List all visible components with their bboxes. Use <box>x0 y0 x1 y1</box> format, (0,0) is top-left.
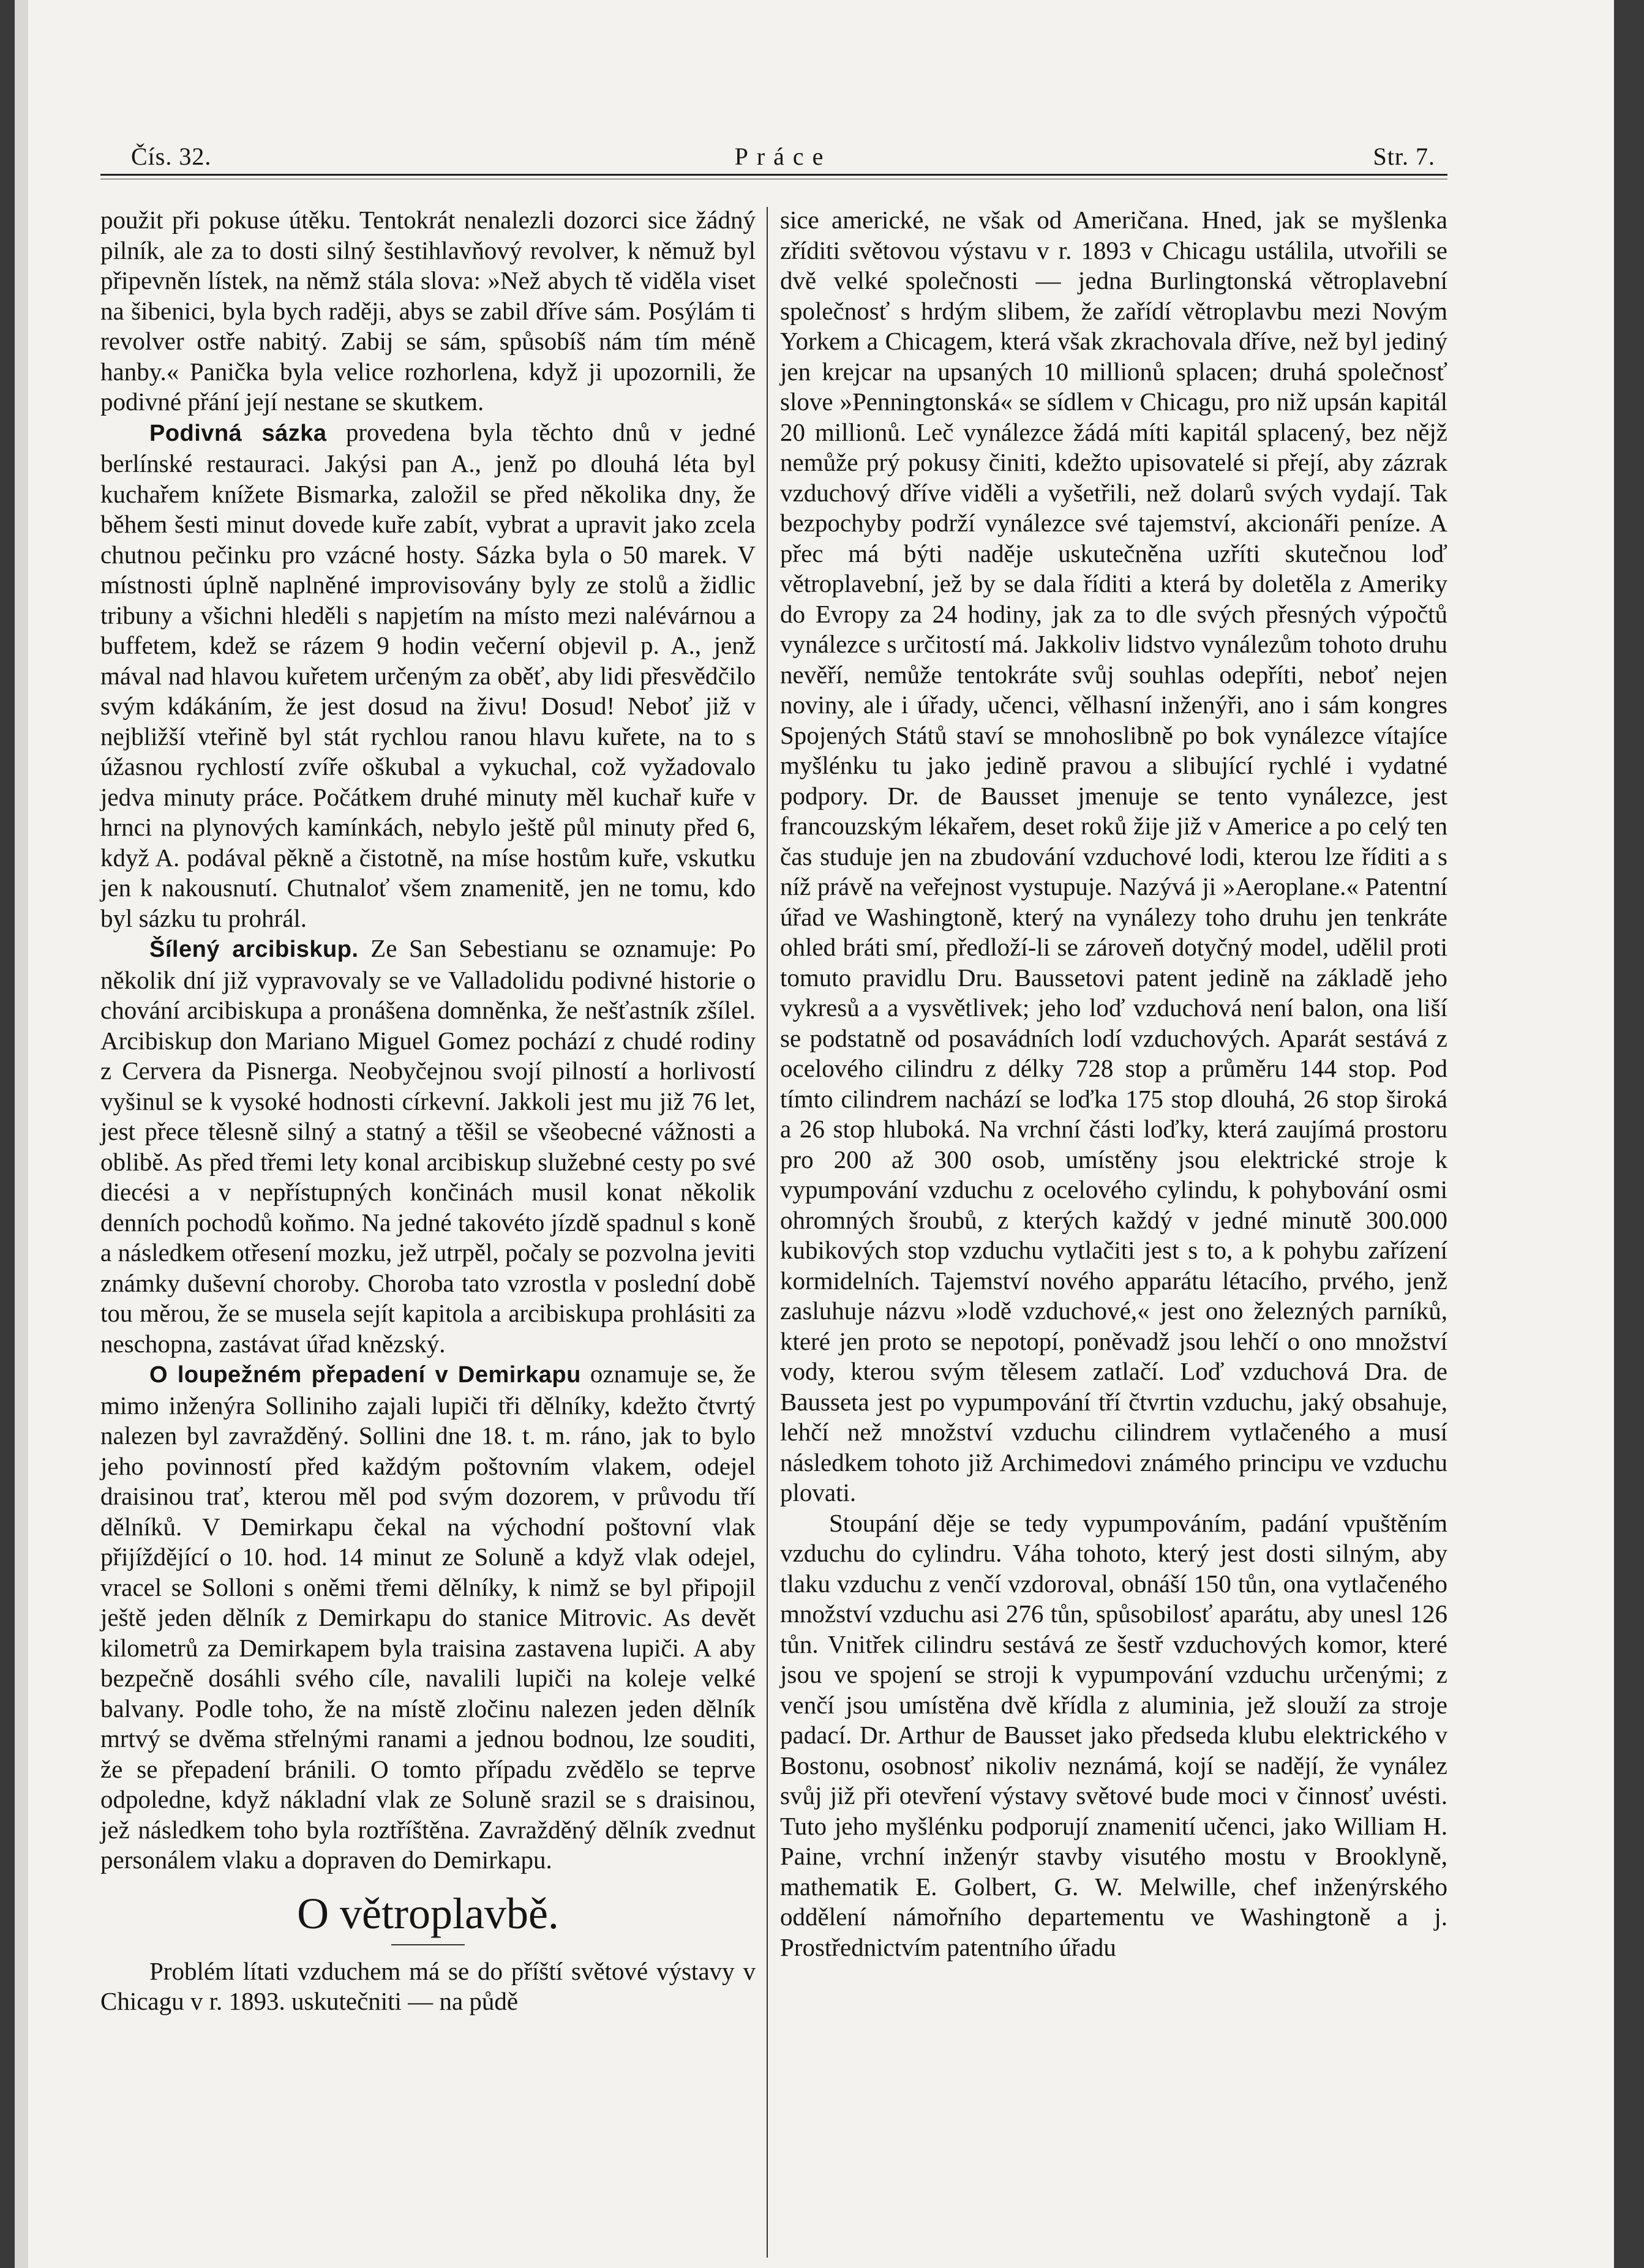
issue-number: Čís. 32. <box>131 143 212 170</box>
section-paragraph: Stoupání děje se tedy vypumpováním, padání vpuštěním vzduchu do cylindru. Váha tohoto, který jest dosti silným, aby tlaku vzduchu z venčí vzdoroval, obnáší 150 tůn, ona vytlačeného množství vzduchu asi 276 tůn, spůsobilosť aparátu, aby unesl 126 tůn. Vnitřek cilindru sestává ze šestř vzduchových komor, které jsou ve spojení se stroji k vypumpování vzduchu určenými; z venčí jsou umístěna dvě křídla z aluminia, jež slouží za stroje padací. Dr. Arthur de Bausset jako předseda klubu elektrického v Bostonu, osobnosť nikoliv neznámá, kojí se nadějí, že vynález svůj již při otevření výstavy světové bude moci v činnosť uvésti. Tuto jeho myšlénku podporují znamenití učenci, jako William H. Paine, vrchní inženýr stavby visutého mostu v Brooklyně, mathematik E. Golbert, G. W. Melwille, chef inženýrského oddělení námořního departementu ve Washingtoně a j. Prostřednictvím patentního úřadu <box>780 1508 1447 1961</box>
article-body: Ze San Sebestianu se oznamuje: Po několik dní již vypravovaly se ve Valladolidu podivné historie o chování arcibiskupa a pronášena domněnka, že nešťastník zšílel. Arcibiskup don Mariano Miguel Gomez pochází z chudé rodiny z Cervera da Pisnerga. Neobyčejnou svojí pilností a horlivostí vyšinul se k vysoké hodnosti církevní. Jakkoli jest mu již 76 let, jest přece tělesně silný a statný a těšil se všeobecné vážnosti a oblibě. As před třemi lety konal arcibiskup služebné cesty po své diecési a v nepřístupných končinách musil konat několik denních pochodů koňmo. Na jedné takovéto jízdě spadnul s koně a následkem otřesení mozku, jež utrpěl, počaly se pozvolna jeviti známky duševní choroby. Choroba tato vzrostla v poslední době tou měrou, že se musela sejít kapitola a arcibiskupa prohlásiti za neschopna, zastávat úřad knězský. <box>100 934 756 1358</box>
article-heading: O loupežném přepadení v Demirkapu <box>149 1362 581 1388</box>
section-paragraph: Problém lítati vzduchem má se do příští světové výstavy v Chicagu v r. 1893. uskutečniti — na půdě <box>100 1956 756 2015</box>
article-heading: Šílený arcibiskup. <box>149 937 359 962</box>
binding-edge <box>15 0 28 2268</box>
article-archbishop <box>100 934 756 1359</box>
article-bet <box>100 417 756 934</box>
page-header <box>131 142 1435 179</box>
section-title: O větroplavbě. <box>297 1888 559 1938</box>
section-title-rule <box>391 1944 465 1945</box>
right-column <box>780 205 1447 1963</box>
page-number: Str. 7. <box>1373 143 1435 170</box>
article-body: provedena byla těchto dnů v jedné berlínské restauraci. Jakýsi pan A., jenž po dlouhá léta byl kuchařem knížete Bismarka, založil se před několika dny, že během šesti minut dovede kuře zabít, vybrat a upravit jako zcela chutnou pečinku pro vzácné hosty. Sázka byla o 50 marek. V místnosti úplně naplněné improvisovány byly ze stolů a židlic tribuny a všichni hleděli s napjetím na místo mezi nalévárnou a buffetem, kdež se rázem 9 hodin večerní objevil p. A., jenž mával nad hlavou kuřetem určeným za oběť, aby lidi přesvědčilo svým kdákáním, že jest dosud na živu! Dosud! Neboť již v nejbližší vteřině byl stát rychlou ranou hlavu kuřete, na to s úžasnou rychlostí zvíře oškubal a vykuchal, což vyžadovalo jedva minuty práce. Počátkem druhé minuty měl kuchař kuře v hrnci na plynových kamínkách, nebylo ještě půl minuty před 6, když A. podával pěkně a čistotně, na míse hostům kuře, vskutku jen k nakousnutí. Chutnaloť všem znamenitě, jen ne tomu, kdo byl sázku tu prohrál. <box>100 417 756 932</box>
section-paragraph: sice americké, ne však od Američana. Hned, jak se myšlenka zříditi světovou výstavu v r. 1893 v Chicagu ustálila, utvořili se dvě velké společnosti — jedna Burlingtonská větroplavební společnosť s hrdým slibem, že zařídí větroplavbu mezi Novým Yorkem a Chicagem, která však zkrachovala dříve, než byl jediný jen krejcar na upsaných 10 millionů splacen; druhá společnosť slove »Penningtonská« se sídlem v Chicagu, pro niž upsán kapitál 20 millionů. Leč vynálezce žádá míti kapitál splacený, bez nějž nemůže prý pokusy činiti, kdežto upisovatelé si přejí, aby zázrak vzduchový dříve viděli a vyšetřili, než dolarů svých vydají. Tak bezpochyby podrží vynálezce své tajemství, akcionáři peníze. A přec má býti naděje uskutečněna uzříti skutečnou loď větroplavební, jež by se dala říditi a která by doletěla z Ameriky do Evropy za 24 hodiny, jak za to dle svých přesných výpočtů vynálezce s určitostí má. Jakkoliv lidstvo vynálezům tohoto druhu nevěří, nemůže tentokráte svůj souhlas odepříti, neboť nejen noviny, ale i úřady, učenci, vělhasní inženýři, ano i sám kongres Spojených Států staví se mnohoslibně po bok vynálezce vítajíce myšlénku tu jako jedině pravou a slibující rychlé i vydatné podpory. Dr. de Bausset jmenuje se tento vynálezce, jest francouzským lékařem, deset roků žije již v Americe a po celý ten čas studuje jen na zbudování vzduchové lodi, kterou lze říditi a s níž právě na veřejnost vystupuje. Nazývá ji »Aeroplane.« Patentní úřad ve Washingtoně, který na vynálezy toho druhu jen tenkráte ohled bráti smí, předloží-li se zároveň dotyčný model, udělil proti tomuto pravidlu Dru. Baussetovi patent jedině na základě jeho vykresů a a vysvětlivek; jeho loď vzduchová není balon, ona liší se podstatně od posavádních lodí vzduchových. Aparát sestává z ocelového cilindru z délky 728 stop a průměru 144 stop. Pod tímto cilindrem nachází se loďka 175 stop dlouhá, 26 stop široká a 26 stop hluboká. Na vrchní části loďky, která zaujímá prostoru pro 200 až 300 osob, umístěny jsou elektrické stroje k vypumpování vzduchu z ocelového cylindu, k pohybování osmi ohromných šroubů, z kterých každý v jedné minutě 300.000 kubikových stop vzduchu vytlačiti jest s to, a k pohybu zařízení kormidelních. Tajemství nového apparátu létacího, prvého, jenž zasluhuje názvu »lodě vzduchové,« jest ono železných parníků, které jen proto se nepotopí, poněvadž jsou lehčí o ono množství vody, kterou svým tělesem zatlačí. Loď vzduchová Dra. de Bausseta jest po vypumpování tří čtvrtin vzduchu, jaký obsahuje, lehčí než množství vzduchu cilindrem vytlačeného a musí následkem tohoto již Archimedovi známého principu ve vzduchu plovati. <box>780 206 1447 1506</box>
header-rule <box>100 174 1447 176</box>
newspaper-page <box>15 0 1614 2268</box>
article-body: oznamuje se, že mimo inženýra Solliniho zajali lupiči tři dělníky, kdežto čtvrtý nalezen byl zavražděný. Sollini dne 18. t. m. ráno, jak to bylo jeho povinností před každým poštovním vlakem, odejel draisinou trať, kterou měl pod svým dozorem, v průvodu tří dělníků. V Demirkapu čekal na východní poštovní vlak přijíždějící o 10. hod. 14 minut ze Soluně a když vlak odejel, vracel se Solloni s oněmi třemi dělníky, k nimž se byl připojil ještě jeden dělník z Demirkapu do stanice Mitrovic. As devět kilometrů za Demirkapem byla traisina zastavena lupiči. A aby bezpečně dosáhli svého cíle, navalili lupiči na koleje velké balvany. Podle toho, že na místě zločinu nalezen jeden dělník mrtvý se dvěma střelnými ranami a jednou bodnou, lze souditi, že se přepadení bránili. O tomto případu zvědělo se teprve odpoledne, když nákladní vlak ze Soluně srazil se s draisinou, jež následkem toho byla roztříštěna. Zavražděný dělník zvednut personálem vlaku a dopraven do Demirkapu. <box>100 1360 756 1874</box>
masthead-title: Práce <box>734 143 832 170</box>
article-continuation: použit při pokuse útěku. Tentokrát nenalezli dozorci sice žádný pilník, ale za to dosti silný šestihlavňový revolver, k němuž byl připevněn lístek, na němž stála slova: »Než abych tě viděla viset na šibenici, byla bych raději, abys se zabil dříve sám. Posýlám ti revolver ostře nabitý. Zabij se sám, spůsobíš nám tím méně hanby.« Panička byla velice rozhorlena, když ji upozornili, že podivné přání její nestane se skutkem. <box>100 206 756 416</box>
article-robbery <box>100 1359 756 1876</box>
left-column <box>100 205 756 2017</box>
column-divider <box>767 207 768 2258</box>
article-heading: Podivná sázka <box>149 420 327 446</box>
